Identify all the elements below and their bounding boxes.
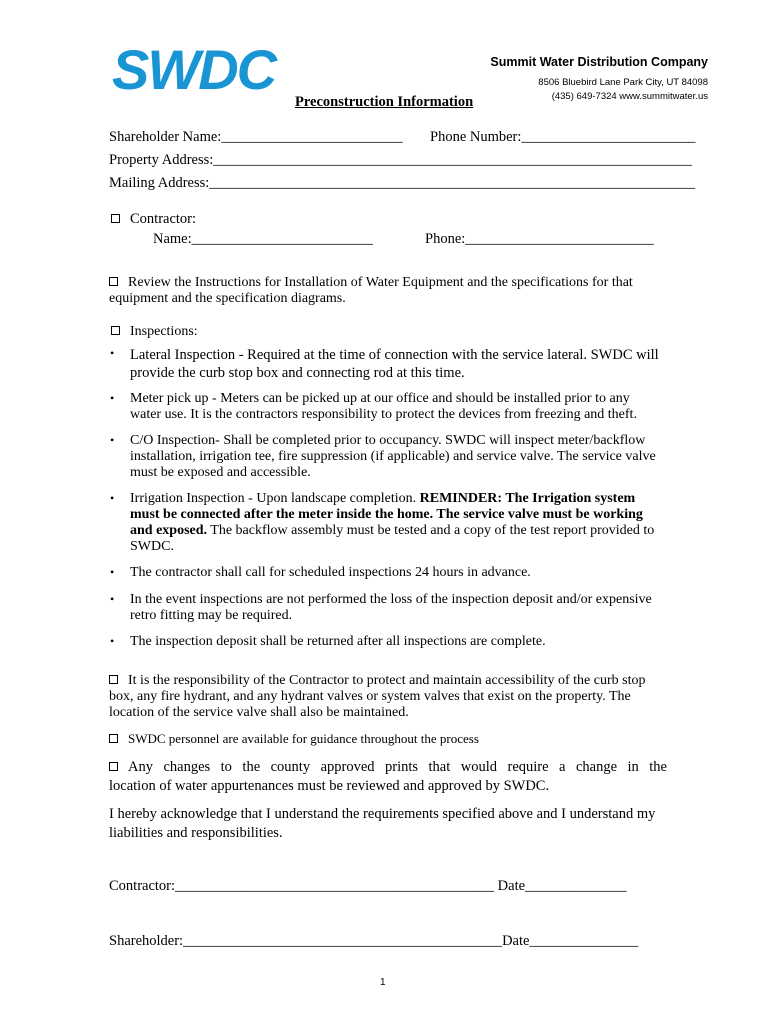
bullet-icon: • (110, 346, 115, 360)
review-line-2: equipment and the specification diagrams. (109, 291, 346, 306)
shareholder-signature-field[interactable]: Shareholder:____________________________________________Date_______________ (109, 933, 639, 949)
guidance-checkbox[interactable] (109, 734, 118, 743)
responsibility-section (109, 673, 709, 721)
inspection-item-meter (130, 391, 700, 423)
responsibility-text: location of the service valve shall also be maintained. (109, 705, 409, 720)
bullet-icon: • (110, 491, 115, 505)
review-line-1: Review the Instructions for Installation of Water Equipment and the specifications for that (128, 275, 633, 290)
inspection-text: The inspection deposit shall be returned after all inspections are complete. (130, 634, 546, 649)
bullet-icon: • (110, 391, 115, 405)
inspections-label: Inspections: (130, 324, 198, 339)
swdc-logo: SWDC (112, 38, 276, 101)
inspection-item-deposit-return (130, 634, 700, 650)
contractor-checkbox[interactable] (111, 214, 120, 223)
changes-section (109, 758, 667, 796)
responsibility-text: It is the responsibility of the Contractor to protect and maintain accessibility of the curb stop (128, 673, 646, 688)
inspections-heading (111, 324, 198, 340)
changes-checkbox[interactable] (109, 762, 118, 771)
inspection-text: retro fitting may be required. (130, 608, 293, 623)
company-contact (538, 76, 708, 104)
inspection-text: provide the curb stop box and connecting rod at this time. (130, 365, 465, 381)
inspection-item-schedule (130, 565, 700, 581)
inspection-text: The backflow assembly must be tested and a copy of the test report provided to (207, 523, 655, 538)
changes-text: location of water appurtenances must be reviewed and approved by SWDC. (109, 778, 550, 794)
acknowledgement (109, 805, 709, 843)
reminder-text: must be connected after the meter inside the home. The service valve must be working (130, 507, 643, 522)
page-title: Preconstruction Information (295, 94, 474, 110)
inspection-text: In the event inspections are not performed the loss of the inspection deposit and/or expensive (130, 592, 652, 607)
bullet-icon: • (110, 634, 115, 648)
inspection-text: Meter pick up - Meters can be picked up at our office and should be installed prior to any (130, 391, 630, 406)
inspection-text: SWDC. (130, 539, 174, 554)
guidance-text: SWDC personnel are available for guidance throughout the process (128, 731, 479, 746)
inspection-text: Lateral Inspection - Required at the time of connection with the service lateral. SWDC will (130, 347, 659, 363)
bullet-icon: • (110, 433, 115, 447)
mailing-address-field[interactable]: Mailing Address:___________________________________________________________________ (109, 175, 696, 191)
responsibility-text: box, any fire hydrant, and any hydrant valves or system valves that exist on the property. The (109, 689, 631, 704)
inspection-item-deposit-loss (130, 592, 700, 624)
guidance-line (109, 731, 479, 747)
page-number: 1 (380, 977, 386, 988)
reminder-text: and exposed. (130, 523, 208, 538)
responsibility-checkbox[interactable] (109, 675, 118, 684)
bullet-icon: • (110, 565, 115, 579)
bullet-icon: • (110, 592, 115, 606)
inspection-text: Irrigation Inspection - Upon landscape completion. (130, 491, 420, 506)
inspection-text: installation, irrigation tee, fire suppression (if applicable) and service valve. The service valve (130, 449, 656, 464)
inspection-text: must be exposed and accessible. (130, 465, 311, 480)
phone-number-field[interactable]: Phone Number:________________________ (430, 129, 696, 145)
company-address: 8506 Bluebird Lane Park City, UT 84098 (538, 77, 708, 88)
company-name: Summit Water Distribution Company (490, 55, 708, 69)
shareholder-name-field[interactable]: Shareholder Name:_________________________ (109, 129, 403, 145)
inspection-text: water use. It is the contractors responsibility to protect the devices from freezing and theft. (130, 407, 637, 422)
contractor-name-field[interactable]: Name:_________________________ (153, 231, 373, 247)
review-instructions (109, 275, 709, 307)
contractor-signature-field[interactable]: Contractor:____________________________________________ Date______________ (109, 878, 627, 894)
contractor-phone-field[interactable]: Phone:__________________________ (425, 231, 654, 247)
contractor-label: Contractor: (130, 211, 197, 227)
review-checkbox[interactable] (109, 277, 118, 286)
inspection-item-lateral (130, 346, 700, 382)
inspection-item-co (130, 433, 700, 481)
property-address-field[interactable]: Property Address:__________________________________________________________________ (109, 152, 692, 168)
changes-text: Any changes to the county approved prints that would require a change in the (128, 759, 667, 775)
acknowledgement-text: liabilities and responsibilities. (109, 825, 283, 841)
company-phone-web: (435) 649-7324 www.summitwater.us (551, 91, 708, 102)
inspection-item-irrigation (130, 491, 700, 555)
acknowledgement-text: I hereby acknowledge that I understand the requirements specified above and I understand my (109, 806, 656, 822)
inspections-checkbox[interactable] (111, 326, 120, 335)
inspection-text: The contractor shall call for scheduled inspections 24 hours in advance. (130, 565, 531, 580)
contractor-row (111, 210, 196, 228)
reminder-text: REMINDER: The Irrigation system (419, 491, 636, 506)
inspection-text: C/O Inspection- Shall be completed prior to occupancy. SWDC will inspect meter/backflow (130, 433, 646, 448)
